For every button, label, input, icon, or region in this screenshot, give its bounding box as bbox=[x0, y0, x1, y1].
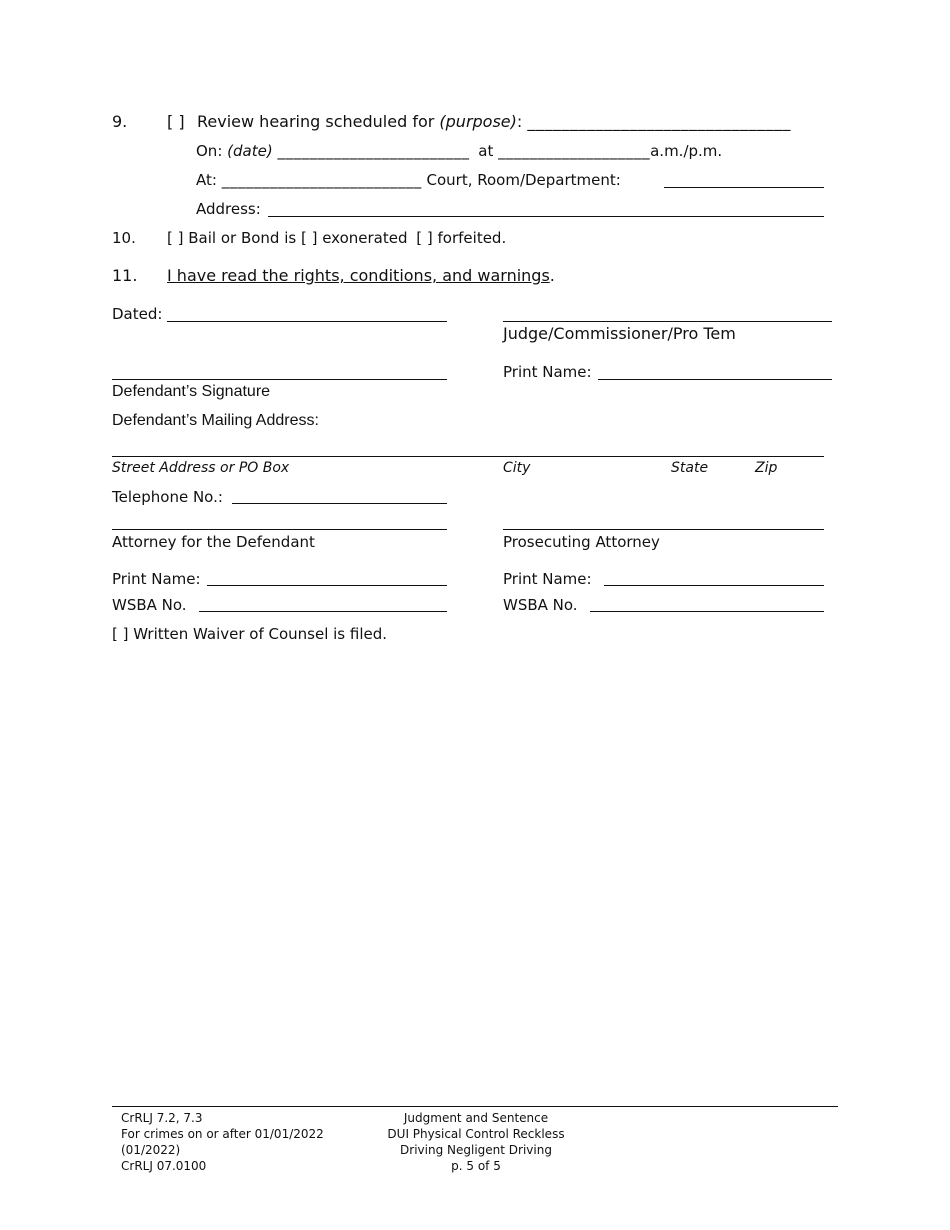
on-date-row bbox=[196, 142, 722, 160]
time-blank[interactable]: ___________________ bbox=[498, 142, 651, 160]
footer-form-date: (01/2022) bbox=[121, 1143, 181, 1157]
purpose-blank[interactable]: _______________________________ bbox=[527, 112, 791, 131]
item-10-text bbox=[167, 229, 506, 247]
prosecutor-print-name-line[interactable] bbox=[604, 585, 824, 586]
exonerated-checkbox[interactable]: [ ] exonerated bbox=[300, 229, 408, 247]
zip-label: Zip bbox=[755, 460, 778, 476]
waiver-of-counsel[interactable]: [ ] Written Waiver of Counsel is filed. bbox=[112, 625, 388, 643]
item-11-statement: I have read the rights, conditions, and warnings bbox=[167, 266, 550, 285]
dated-line[interactable] bbox=[167, 321, 447, 322]
street-label: Street Address or PO Box bbox=[112, 460, 290, 476]
item-9-checkbox[interactable]: [ ] bbox=[167, 112, 185, 131]
item-9-label bbox=[197, 112, 791, 131]
item-9-number: 9. bbox=[112, 112, 128, 131]
court-room-line[interactable] bbox=[664, 187, 824, 188]
footer-form-number: CrRLJ 07.0100 bbox=[121, 1159, 207, 1173]
item-11-period: . bbox=[549, 266, 555, 285]
item-9-colon: : bbox=[516, 112, 523, 131]
forfeited-checkbox[interactable]: [ ] forfeited. bbox=[416, 229, 507, 247]
at2-label: At: bbox=[196, 171, 217, 189]
footer-rule-citation: CrRLJ 7.2, 7.3 bbox=[121, 1111, 203, 1125]
court-label: Court, Room/Department: bbox=[426, 171, 621, 189]
item-11-text bbox=[167, 266, 555, 285]
item-9-label-text: Review hearing scheduled for bbox=[197, 112, 435, 131]
footer-subtitle-1: DUI Physical Control Reckless bbox=[387, 1127, 565, 1141]
at-label: at bbox=[478, 142, 494, 160]
item-10-number: 10. bbox=[112, 229, 136, 247]
ampm-label: a.m./p.m. bbox=[650, 142, 723, 160]
footer-title: Judgment and Sentence bbox=[403, 1111, 549, 1125]
city-label: City bbox=[503, 460, 531, 476]
address-label: Address: bbox=[196, 200, 261, 218]
footer-crimes-date: For crimes on or after 01/01/2022 bbox=[121, 1127, 324, 1141]
date-blank[interactable]: ________________________ bbox=[277, 142, 470, 160]
footer-divider bbox=[112, 1106, 838, 1107]
defendant-signature-line[interactable] bbox=[112, 379, 447, 380]
dated-label: Dated: bbox=[112, 305, 163, 323]
footer-subtitle-2: Driving Negligent Driving bbox=[400, 1143, 552, 1157]
prosecuting-attorney-label: Prosecuting Attorney bbox=[503, 533, 660, 551]
judge-label: Judge/Commissioner/Pro Tem bbox=[503, 324, 736, 343]
court-row bbox=[196, 171, 621, 189]
date-label: (date) bbox=[227, 142, 273, 160]
footer-left bbox=[121, 1110, 324, 1174]
footer-center bbox=[360, 1110, 592, 1174]
mailing-address-label: Defendant’s Mailing Address: bbox=[112, 412, 319, 429]
defense-print-name-label: Print Name: bbox=[112, 570, 201, 588]
bail-bond-checkbox[interactable]: [ ] Bail or Bond is bbox=[167, 229, 297, 247]
footer-page-number: p. 5 of 5 bbox=[451, 1159, 501, 1173]
prosecutor-print-name-label: Print Name: bbox=[503, 570, 592, 588]
judge-print-name-label: Print Name: bbox=[503, 363, 592, 381]
item-11-number: 11. bbox=[112, 266, 138, 285]
defendant-signature-label: Defendant’s Signature bbox=[112, 383, 271, 400]
judge-print-name-line[interactable] bbox=[598, 379, 832, 380]
attorney-defendant-label: Attorney for the Defendant bbox=[112, 533, 315, 551]
telephone-line[interactable] bbox=[232, 503, 447, 504]
item-9-purpose-label: (purpose) bbox=[439, 112, 517, 131]
state-label: State bbox=[671, 460, 709, 476]
judge-signature-line[interactable] bbox=[503, 321, 832, 322]
prosecutor-wsba-line[interactable] bbox=[590, 611, 824, 612]
on-label: On: bbox=[196, 142, 223, 160]
defense-print-name-line[interactable] bbox=[207, 585, 447, 586]
telephone-label: Telephone No.: bbox=[112, 488, 223, 506]
prosecutor-wsba-label: WSBA No. bbox=[503, 596, 578, 614]
mailing-address-line[interactable] bbox=[112, 456, 824, 457]
prosecuting-attorney-signature-line[interactable] bbox=[503, 529, 824, 530]
defense-wsba-label: WSBA No. bbox=[112, 596, 187, 614]
defense-wsba-line[interactable] bbox=[199, 611, 447, 612]
attorney-defendant-signature-line[interactable] bbox=[112, 529, 447, 530]
court-blank[interactable]: _________________________ bbox=[221, 171, 422, 189]
address-line[interactable] bbox=[268, 216, 824, 217]
